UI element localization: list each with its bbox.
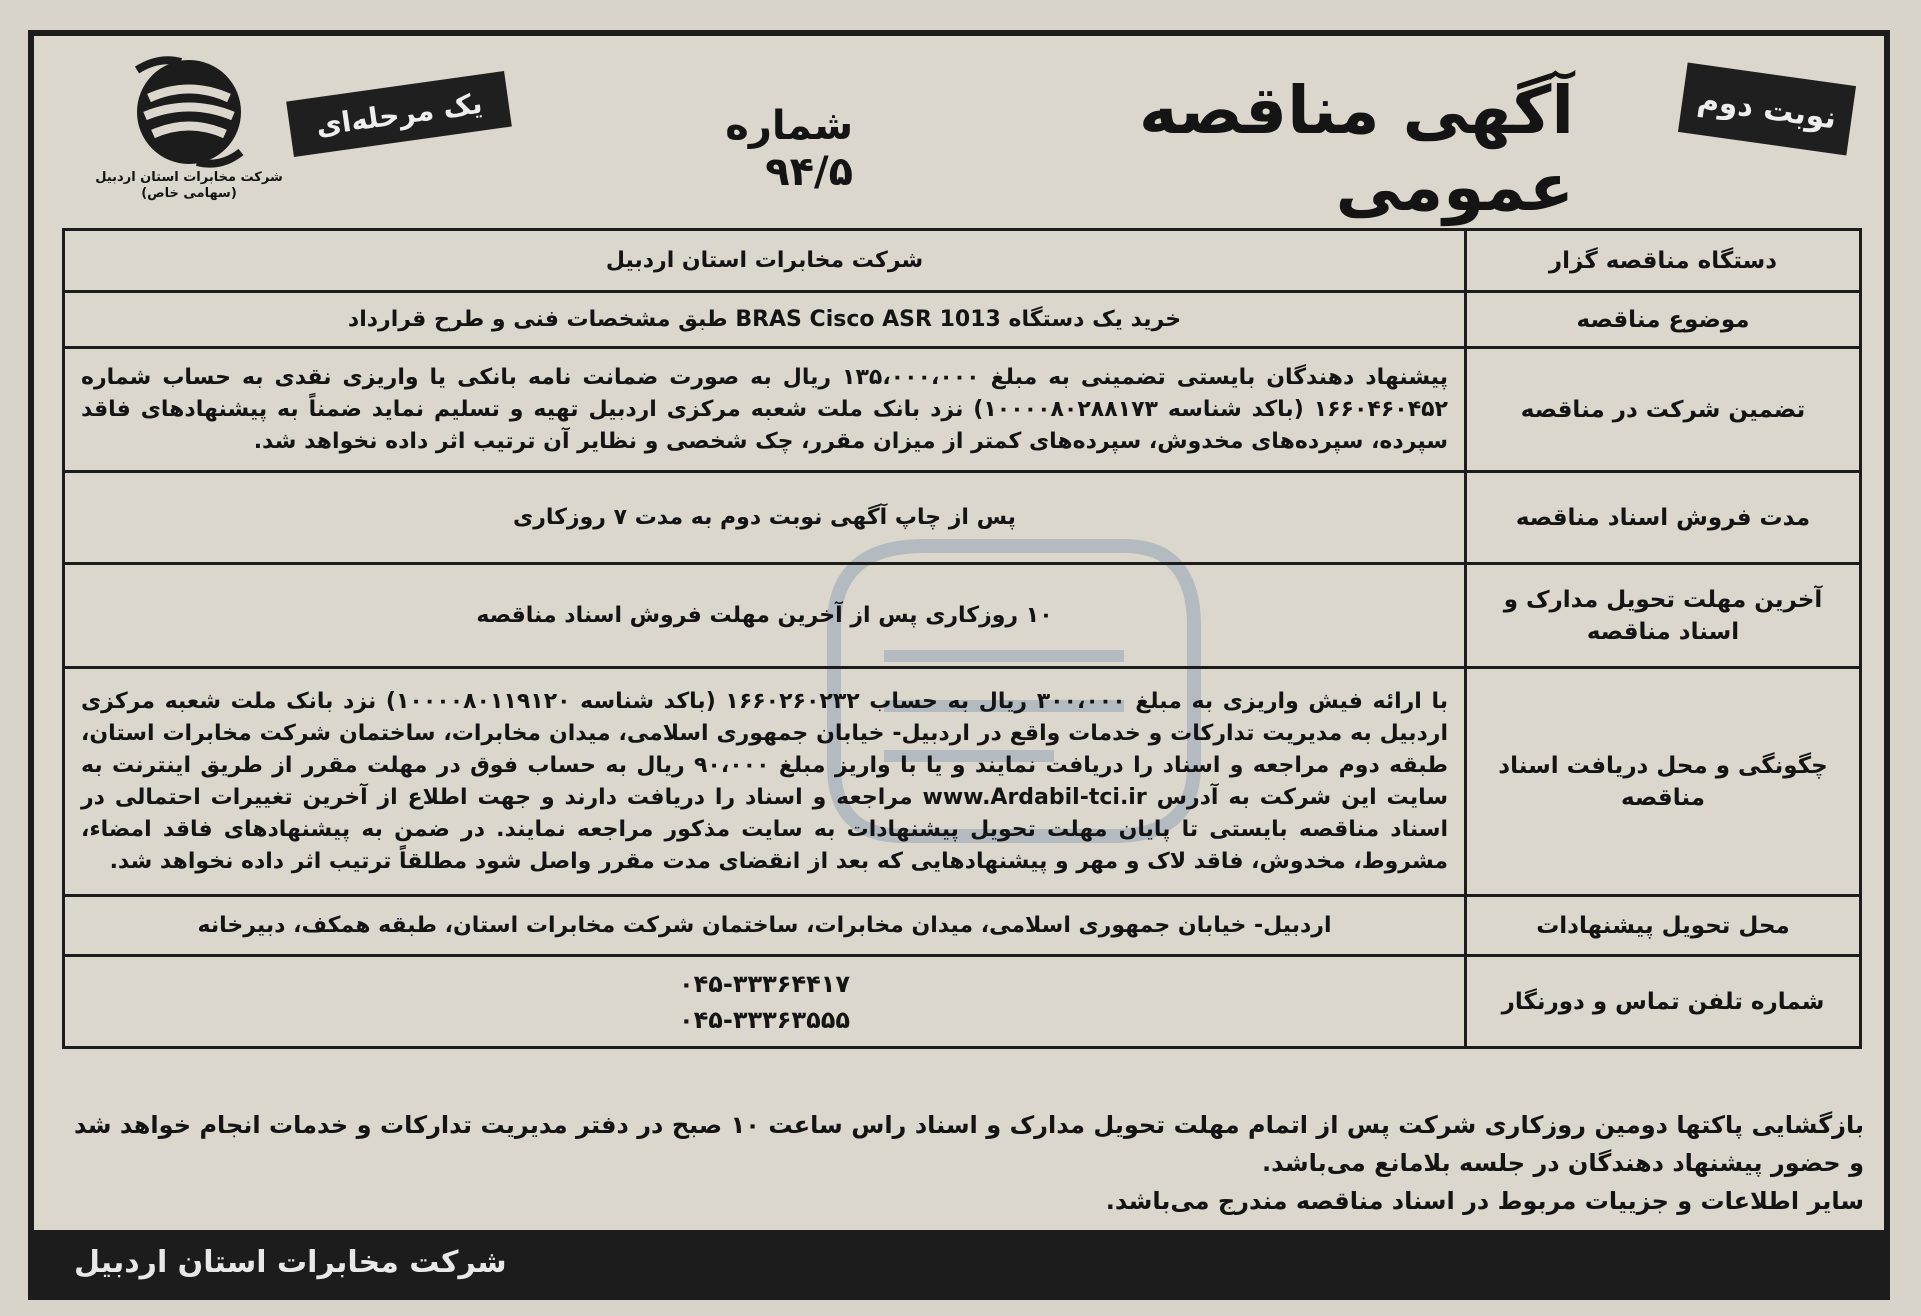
phone-number: ۰۴۵-۳۳۳۶۴۴۱۷ [678, 969, 851, 998]
tender-notice [28, 30, 1890, 1300]
signature-bar [34, 1230, 1884, 1294]
contact-numbers [64, 956, 1466, 1048]
notice-number: شماره ۹۴/۵ [725, 103, 854, 195]
row-label: آخرین مهلت تحویل مدارک و اسناد مناقصه [1466, 564, 1861, 668]
row-label: محل تحویل پیشنهادات [1466, 896, 1861, 956]
row-value: با ارائه فیش واریزی به مبلغ ۳۰۰،۰۰۰ ریال به حساب ۱۶۶۰۲۶۰۲۳۲ (باکد شناسه ۱۰۰۰۰۸۰۱۱۹۱۲۰) نزد بانک ملت شعبه مرکزی اردبیل به مدیریت تدارکات و خدمات واقع در اردبیل- خیابان جمهوری اسلامی، میدان مخابرات، ساختمان شرکت مخابرات استان، طبقه دوم مراجعه و اسناد را دریافت نمایند و یا با واریز مبلغ ۹۰،۰۰۰ ریال به حساب فوق در مهلت مقرر از طریق اینترنت به سایت این شرکت به آدرس www.Ardabil-tci.ir مراجعه و اسناد را دریافت دارند و جهت اطلاع از آخرین تغییرات احتمالی در اسناد مناقصه بایستی تا پایان مهلت تحویل پیشنهادات به سایت مذکور مراجعه نمایند. در ضمن به پیشنهادهای فاقد امضاء، مشروط، مخدوش، فاقد لاک و مهر و پیشنهادهایی که بعد از انقضای مدت مقرر واصل شود مطلقاً ترتیب اثر داده نخواهد شد. [64, 668, 1466, 896]
row-label: تضمین شرکت در مناقصه [1466, 348, 1861, 472]
contact-label: شماره تلفن تماس و دورنگار [1466, 956, 1861, 1048]
tender-details-table [62, 228, 1862, 1049]
table-row [64, 348, 1861, 472]
row-value: پیشنهاد دهندگان بایستی تضمینی به مبلغ ۱۳۵،۰۰۰،۰۰۰ ریال به صورت ضمانت نامه بانکی یا واریزی نقدی به حساب شماره ۱۶۶۰۴۶۰۴۵۲ (باکد شناسه ۱۰۰۰۰۸۰۲۸۸۱۷۳) نزد بانک ملت شعبه مرکزی اردبیل تهیه و تسلیم نماید ضمناً به پیشنهادهای فاقد سپرده، سپرده‌های مخدوش، سپرده‌های کمتر از میزان مقرر، چک شخصی و نظایر آن ترتیب اثر داده نخواهد شد. [64, 348, 1466, 472]
row-label: مدت فروش اسناد مناقصه [1466, 472, 1861, 564]
table-row [64, 292, 1861, 348]
row-value: خرید یک دستگاه BRAS Cisco ASR 1013 طبق مشخصات فنی و طرح قرارداد [64, 292, 1466, 348]
notice-footer [74, 1106, 1864, 1220]
telecom-logo-icon [119, 50, 259, 170]
row-value: اردبیل- خیابان جمهوری اسلامی، میدان مخابرات، ساختمان شرکت مخابرات استان، طبقه همکف، دبیرخانه [64, 896, 1466, 956]
fax-number: ۰۴۵-۳۳۳۶۳۵۵۵ [678, 1005, 851, 1034]
opening-info: بازگشایی پاکتها دومین روزکاری شرکت پس از اتمام مهلت تحویل مدارک و اسناد راس ساعت ۱۰ صبح در دفتر مدیریت تدارکات و خدمات انجام خواهد شد و حضور پیشنهاد دهندگان در جلسه بلامانع می‌باشد. [74, 1111, 1864, 1177]
notice-header [34, 36, 1884, 236]
table-row [64, 956, 1861, 1048]
table-row [64, 668, 1861, 896]
row-value: شرکت مخابرات استان اردبیل [64, 230, 1466, 292]
row-label: چگونگی و محل دریافت اسناد مناقصه [1466, 668, 1861, 896]
row-label: موضوع مناقصه [1466, 292, 1861, 348]
stage-badge: یک مرحله‌ای [286, 71, 512, 157]
page-title [624, 72, 1574, 226]
row-label: دستگاه مناقصه گزار [1466, 230, 1861, 292]
logo-caption-company: شرکت مخابرات استان اردبیل [95, 170, 283, 185]
additional-info: سایر اطلاعات و جزییات مربوط در اسناد مناقصه مندرج می‌باشد. [1105, 1187, 1864, 1215]
signature-company: شرکت مخابرات استان اردبیل [74, 1244, 507, 1280]
company-logo [74, 50, 304, 230]
notice-title: آگهی مناقصه عمومی [1138, 72, 1574, 226]
round-badge: نوبت دوم [1678, 63, 1856, 156]
table-row [64, 230, 1861, 292]
table-row [64, 896, 1861, 956]
table-row [64, 564, 1861, 668]
logo-caption-type: (سهامی خاص) [141, 186, 237, 201]
row-value: پس از چاپ آگهی نوبت دوم به مدت ۷ روزکاری [64, 472, 1466, 564]
row-value: ۱۰ روزکاری پس از آخرین مهلت فروش اسناد مناقصه [64, 564, 1466, 668]
table-row [64, 472, 1861, 564]
